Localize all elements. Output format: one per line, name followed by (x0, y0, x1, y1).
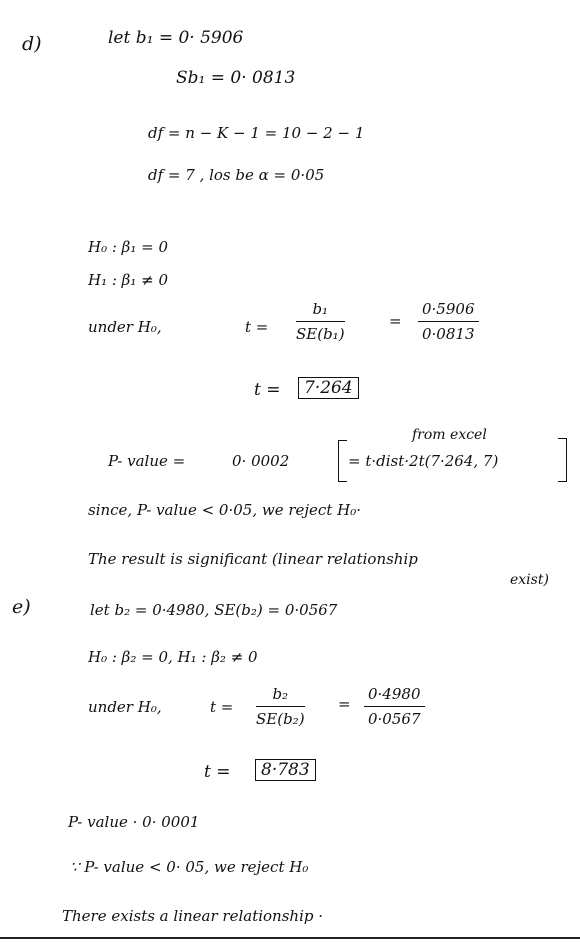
b1-line: let b₁ = 0· 5906 (108, 28, 244, 48)
since-line-d: since, P- value < 0·05, we reject H₀· (88, 501, 361, 519)
t-equals-d: t = (245, 318, 269, 336)
fraction-denominator: 0·0567 (368, 710, 421, 728)
alt-hypothesis-d: H₁ : β₁ ≠ 0 (88, 271, 169, 289)
right-bracket (558, 438, 567, 482)
fraction-denominator: SE(b₂) (256, 710, 305, 728)
under-h0-e: under H₀, (88, 698, 162, 716)
part-e-label: e) (12, 596, 31, 618)
result-line-d: The result is significant (linear relationship (88, 550, 418, 568)
t-formula-fraction-d (296, 300, 345, 343)
excel-formula: = t·dist·2t(7·264, 7) (348, 452, 499, 470)
p-value-label-d: P- value = (108, 452, 186, 470)
from-excel-note: from excel (412, 427, 487, 443)
part-d-label: d) (22, 33, 42, 55)
t-formula-fraction-e (256, 685, 305, 728)
fraction-numerator: 0·4980 (364, 685, 425, 707)
null-hypothesis-d: H₀ : β₁ = 0 (88, 238, 169, 256)
df-line-1: df = n − K − 1 = 10 − 2 − 1 (148, 124, 365, 142)
hypotheses-e: H₀ : β₂ = 0, H₁ : β₂ ≠ 0 (88, 648, 258, 666)
fraction-denominator: 0·0813 (422, 325, 475, 343)
t-equals-e: t = (210, 698, 234, 716)
t-result-boxed-d: 7·264 (298, 377, 359, 399)
t-value-fraction-d (418, 300, 479, 343)
page-bottom-edge (0, 937, 580, 939)
t-result-label-e: t = (204, 762, 231, 782)
since-line-e: ∵ P- value < 0· 05, we reject H₀ (70, 858, 309, 876)
sb1-line: Sb₁ = 0· 0813 (176, 68, 296, 88)
fraction-denominator: SE(b₁) (296, 325, 345, 343)
p-value-d: 0· 0002 (232, 452, 290, 470)
fraction-numerator: 0·5906 (418, 300, 479, 322)
equals-sign-d: = (389, 312, 402, 330)
conclusion-e: There exists a linear relationship · (62, 907, 324, 925)
df-line-2: df = 7 , los be α = 0·05 (148, 166, 325, 184)
under-h0-d: under H₀, (88, 318, 162, 336)
t-result-label-d: t = (254, 380, 281, 400)
fraction-numerator: b₁ (296, 300, 345, 322)
t-result-boxed-e: 8·783 (255, 759, 316, 781)
result-exist-d: exist) (510, 572, 549, 588)
t-value-fraction-e (364, 685, 425, 728)
fraction-numerator: b₂ (256, 685, 305, 707)
equals-sign-e: = (338, 695, 351, 713)
b2-line: let b₂ = 0·4980, SE(b₂) = 0·0567 (90, 601, 338, 619)
left-bracket (338, 440, 347, 482)
p-value-line-e: P- value · 0· 0001 (68, 813, 200, 831)
